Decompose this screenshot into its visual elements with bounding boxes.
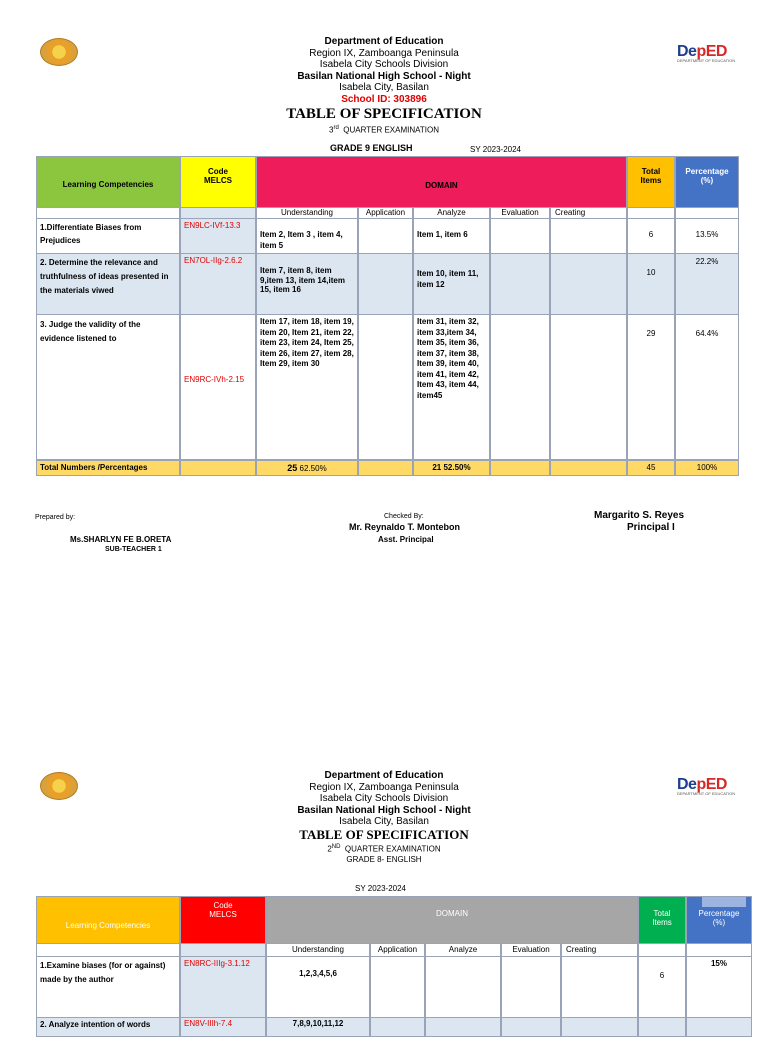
- division: Isabela City Schools Division: [319, 59, 449, 70]
- header-competencies: Learning Competencies: [36, 156, 180, 208]
- page2-header: [0, 770, 768, 865]
- row1-code: EN9LC-IVf-13.3: [180, 218, 256, 254]
- header-competencies-2: Learning Competencies: [36, 896, 180, 944]
- grade-label: GRADE 9 ENGLISH: [330, 143, 413, 153]
- row2-understanding: Item 7, item 8, item 9,item 13, item 14,item 15, item 16: [256, 253, 358, 315]
- header-percentage-tab: [702, 897, 746, 907]
- row2-total: 10: [627, 253, 675, 315]
- row1-total: 6: [627, 218, 675, 254]
- page1-header: [0, 36, 768, 136]
- domain2-creating: Creating: [561, 943, 638, 957]
- header-total-2: Total Items: [638, 896, 686, 944]
- quarter-line: 3rd QUARTER EXAMINATION: [329, 125, 439, 135]
- prepared-by-name: Ms.SHARLYN FE B.ORETA: [70, 535, 172, 544]
- p2-row1-total: 6: [638, 956, 686, 1018]
- row3-code: EN9RC-IVh-2.15: [180, 314, 256, 460]
- header-total: Total Items: [627, 156, 675, 208]
- row1-creating: [550, 218, 627, 254]
- checked-by-role: Asst. Principal: [378, 535, 434, 544]
- school-name: Basilan National High School - Night: [297, 70, 471, 82]
- principal-name: Margarito S. Reyes: [594, 510, 685, 521]
- region-2: Region IX, Zamboanga Peninsula: [309, 781, 459, 793]
- p2-row2-creating: [561, 1017, 638, 1037]
- p2-row1-evaluation: [501, 956, 561, 1018]
- page-title-2: TABLE OF SPECIFICATION: [299, 826, 469, 842]
- city-2: Isabela City, Basilan: [339, 816, 429, 827]
- subheader2-blank-pct: [686, 943, 752, 957]
- checked-by-label: Checked By:: [384, 513, 424, 520]
- row1-percentage: 13.5%: [675, 218, 739, 254]
- row2-application: [358, 253, 413, 315]
- row3-creating: [550, 314, 627, 460]
- p2-row2-application: [370, 1017, 425, 1037]
- deped-logo: DepED DEPARTMENT OF EDUCATION: [677, 43, 736, 63]
- domain2-evaluation: Evaluation: [501, 943, 561, 957]
- domain-analyze: Analyze: [413, 207, 490, 219]
- totals-application: [358, 460, 413, 476]
- header-percentage-2: Percentage (%): [686, 896, 752, 944]
- subheader2-blank-code: [180, 943, 266, 957]
- p2-row1-percentage: 15%: [686, 956, 752, 1018]
- dept-name: Department of Education: [324, 36, 444, 47]
- totals-label: Total Numbers /Percentages: [36, 460, 180, 476]
- domain2-understanding: Understanding: [266, 943, 370, 957]
- totals-analyze: 21 52.50%: [413, 460, 490, 476]
- row2-percentage: 22.2%: [675, 253, 739, 315]
- principal-role: Principal I: [627, 522, 675, 533]
- domain-application: Application: [358, 207, 413, 219]
- school-id: School ID: 303896: [341, 93, 427, 105]
- quarter-line-2: 2ND QUARTER EXAMINATION: [327, 843, 441, 854]
- row3-evaluation: [490, 314, 550, 460]
- p2-row1-code: EN8RC-IIIg-3.1.12: [180, 956, 266, 1018]
- p2-row2-evaluation: [501, 1017, 561, 1037]
- school-year-2: SY 2023-2024: [355, 884, 407, 893]
- row2-analyze: Item 10, item 11, item 12: [413, 253, 490, 315]
- row1-analyze: Item 1, item 6: [413, 218, 490, 254]
- city: Isabela City, Basilan: [339, 82, 429, 93]
- row2-code: EN7OL-IIg-2.6.2: [180, 253, 256, 315]
- p2-row2-understanding: 7,8,9,10,11,12: [266, 1017, 370, 1037]
- grade-label-2: GRADE 8- ENGLISH: [346, 855, 422, 865]
- subheader2-blank-total: [638, 943, 686, 957]
- row1-understanding: Item 2, Item 3 , item 4, item 5: [256, 218, 358, 254]
- region: Region IX, Zamboanga Peninsula: [309, 47, 459, 59]
- p2-row1-creating: [561, 956, 638, 1018]
- row3-understanding: Item 17, item 18, item 19, item 20, Item 21, item 22, item 23, item 24, Item 25, item 26, item 27, item 28, Item 29, item 30: [256, 314, 358, 460]
- header-domain-2: DOMAIN: [266, 896, 638, 944]
- school-year: SY 2023-2024: [470, 145, 522, 154]
- subheader2-blank: [36, 943, 180, 957]
- p2-row2-code: EN8V-IIIh-7.4: [180, 1017, 266, 1037]
- checked-by-name: Mr. Reynaldo T. Montebon: [349, 522, 461, 532]
- header-percentage: Percentage (%): [675, 156, 739, 208]
- totals-percentage: 100%: [675, 460, 739, 476]
- header-domain: DOMAIN: [256, 156, 627, 208]
- p2-row1-competency: 1.Examine biases (for or against) made by the author: [36, 956, 180, 1018]
- deped-logo-2: DepED DEPARTMENT OF EDUCATION: [677, 776, 736, 796]
- domain-evaluation: Evaluation: [490, 207, 550, 219]
- p2-row2-analyze: [425, 1017, 501, 1037]
- header-code-2: Code MELCS: [180, 896, 266, 944]
- prepared-by-role: SUB-TEACHER 1: [105, 546, 162, 553]
- totals-evaluation: [490, 460, 550, 476]
- domain2-application: Application: [370, 943, 425, 957]
- totals-understanding: 25 62.50%: [256, 460, 358, 476]
- dept-name-2: Department of Education: [324, 770, 444, 781]
- domain-creating: Creating: [550, 207, 627, 219]
- row1-competency: 1.Differentiate Biases from Prejudices: [36, 218, 180, 254]
- p2-row1-analyze: [425, 956, 501, 1018]
- prepared-by-label: Prepared by:: [35, 514, 76, 521]
- p2-row2-competency: 2. Analyze intention of words: [36, 1017, 180, 1037]
- row3-percentage: 64.4%: [675, 314, 739, 460]
- domain2-analyze: Analyze: [425, 943, 501, 957]
- row3-total: 29: [627, 314, 675, 460]
- p2-row1-application: [370, 956, 425, 1018]
- division-2: Isabela City Schools Division: [319, 793, 449, 804]
- row2-competency: 2. Determine the relevance and truthfulness of ideas presented in the materials viwed: [36, 253, 180, 315]
- row3-application: [358, 314, 413, 460]
- p2-row2-percentage: [686, 1017, 752, 1037]
- page-title: TABLE OF SPECIFICATION: [286, 106, 482, 122]
- row2-creating: [550, 253, 627, 315]
- p2-row1-understanding: 1,2,3,4,5,6: [266, 956, 370, 1018]
- row2-evaluation: [490, 253, 550, 315]
- row3-competency: 3. Judge the validity of the evidence listened to: [36, 314, 180, 460]
- header-code: Code MELCS: [180, 156, 256, 208]
- school-name-2: Basilan National High School - Night: [297, 804, 471, 816]
- p2-row2-total: [638, 1017, 686, 1037]
- row1-evaluation: [490, 218, 550, 254]
- row1-application: [358, 218, 413, 254]
- totals-total: 45: [627, 460, 675, 476]
- totals-code: [180, 460, 256, 476]
- row3-analyze: Item 31, item 32, item 33,item 34, Item 35, item 36, item 37, item 38, Item 39, item 40, item 41, item 42, Item 43, item 44, item45: [413, 314, 490, 460]
- totals-creating: [550, 460, 627, 476]
- domain-understanding: Understanding: [256, 207, 358, 219]
